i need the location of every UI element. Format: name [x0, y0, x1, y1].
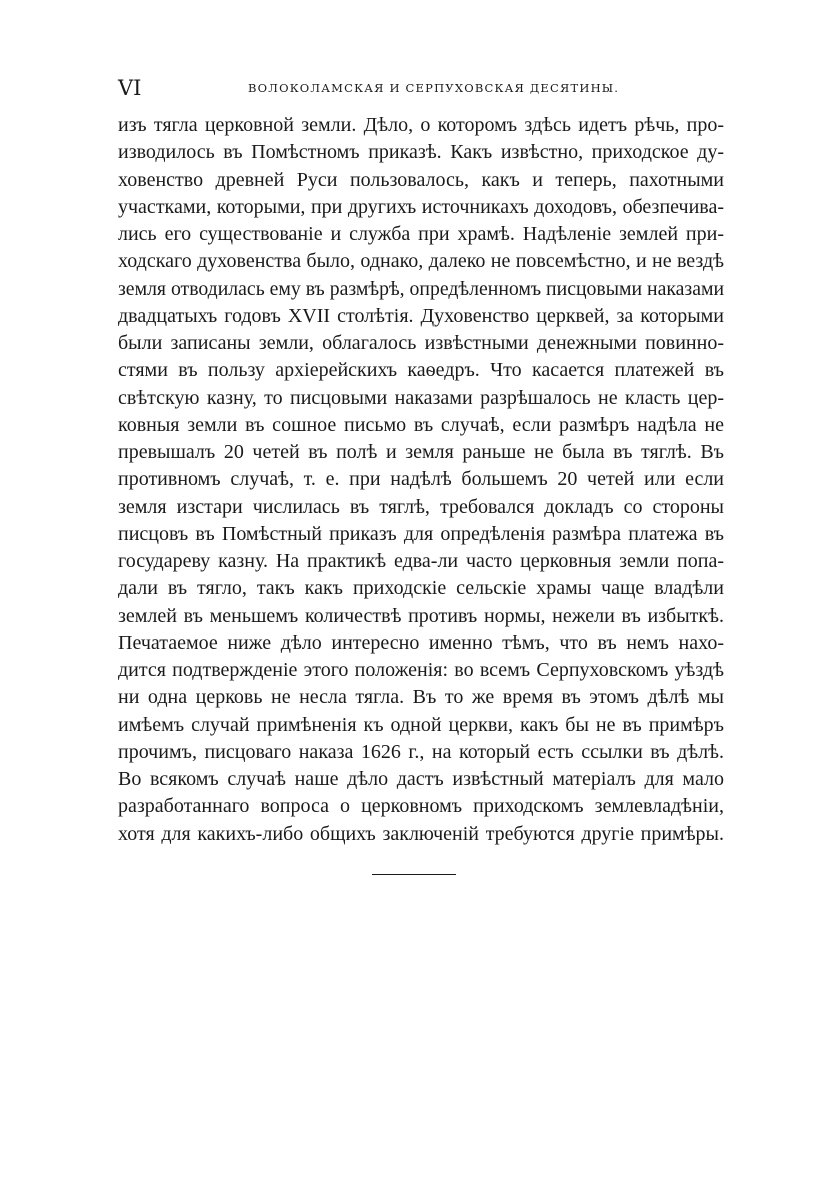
text-line: Во всякомъ случаѣ наше дѣло дастъ извѣстный матеріалъ для мало — [118, 768, 724, 790]
text-line: разработаннаго вопроса о церковномъ приходскомъ землевладѣніи, — [118, 795, 724, 818]
page-number: VI — [118, 76, 142, 100]
running-title: ВОЛОКОЛАМСКАЯ И СЕРПУХОВСКАЯ ДЕСЯТИНЫ. — [248, 81, 620, 95]
text-line: ковныя земли въ сошное письмо въ случаѣ, если размѣръ надѣла не — [118, 413, 724, 436]
text-line: земля отводилась ему въ размѣрѣ, опредѣленномъ писцовыми наказами — [118, 277, 725, 300]
text-line: стями въ пользу архіерейскихъ каѳедръ. Что касается платежей въ — [118, 359, 724, 382]
body-text — [118, 112, 724, 848]
text-line: изъ тягла церковной земли. Дѣло, о которомъ здѣсь идетъ рѣчь, про- — [118, 114, 724, 136]
text-line: были записаны земли, облагалось извѣстными денежными повинно- — [118, 332, 724, 354]
text-line: земля изстари числилась въ тяглѣ, требовался докладъ со стороны — [118, 495, 724, 518]
text-line: превышалъ 20 четей въ полѣ и земля раньше не была въ тяглѣ. Въ — [118, 441, 724, 463]
text-line: лись его существованіе и служба при храмѣ. Надѣленіе землей при- — [118, 223, 724, 245]
text-line: двадцатыхъ годовъ XVII столѣтія. Духовенство церквей, за которыми — [118, 304, 724, 327]
text-line: ховенство древней Руси пользовалось, какъ и теперь, пахотными — [118, 168, 724, 191]
text-line: землей въ меньшемъ количествѣ противъ нормы, нежели въ избыткѣ. — [118, 604, 724, 627]
page-header — [118, 74, 724, 104]
text-line: ни одна церковь не несла тягла. Въ то же время въ этомъ дѣлѣ мы — [118, 686, 724, 709]
text-line: свѣтскую казну, то писцовыми наказами разрѣшалось не класть цер- — [118, 386, 724, 409]
text-line: дится подтвержденіе этого положенія: во всемъ Серпуховскомъ уѣздѣ — [118, 659, 724, 681]
text-line: Печатаемое ниже дѣло интересно именно тѣмъ, что въ немъ нахо- — [118, 631, 724, 654]
text-line: ходскаго духовенства было, однако, далеко не повсемѣстно, и не вездѣ — [118, 250, 724, 273]
text-line: изводилось въ Помѣстномъ приказѣ. Какъ извѣстно, приходское ду- — [118, 141, 724, 164]
text-line: писцовъ въ Помѣстный приказъ для опредѣленія размѣра платежа въ — [118, 522, 724, 545]
text-line: государеву казну. На практикѣ едва-ли часто церковныя земли попа- — [118, 550, 724, 572]
text-line: прочимъ, писцоваго наказа 1626 г., на который есть ссылки въ дѣлѣ. — [118, 740, 724, 763]
text-line: противномъ случаѣ, т. е. при надѣлѣ большемъ 20 четей или если — [118, 468, 724, 491]
section-divider-rule — [372, 874, 456, 875]
text-line: дали въ тягло, такъ какъ приходскіе сельскіе храмы чаще владѣли — [118, 577, 724, 600]
text-line: хотя для какихъ-либо общихъ заключеній требуются другіе примѣры. — [118, 822, 724, 845]
text-line: участками, которыми, при другихъ источникахъ доходовъ, обезпечива- — [118, 195, 724, 218]
text-line: имѣемъ случай примѣненія къ одной церкви, какъ бы не въ примѣръ — [118, 713, 724, 736]
